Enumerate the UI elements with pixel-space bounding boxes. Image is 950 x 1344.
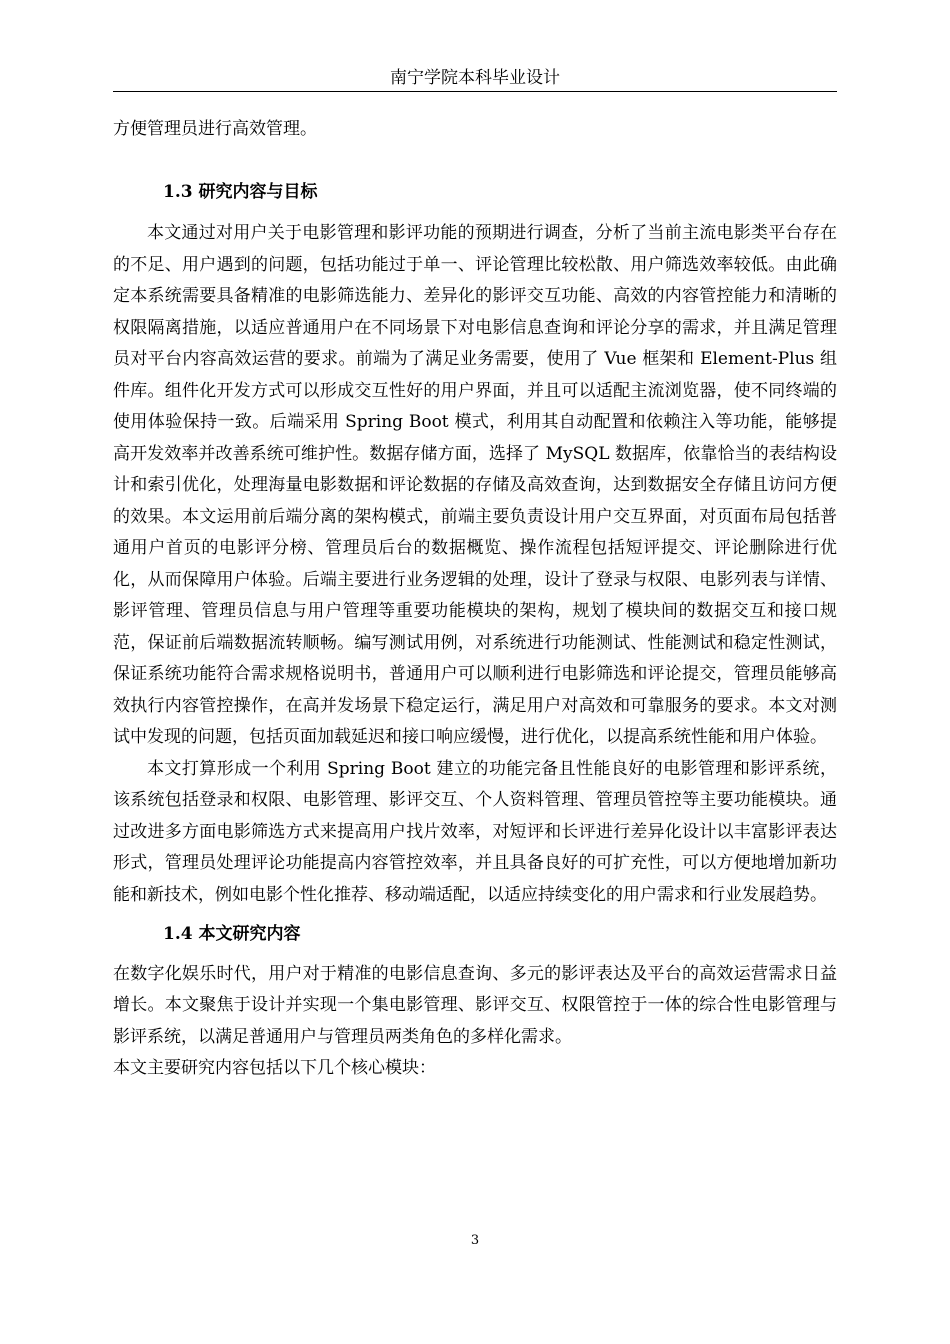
continued-paragraph: 方便管理员进行高效管理。 xyxy=(113,119,317,139)
page-number: 3 xyxy=(470,1233,480,1248)
section-heading-1-3: 1.3 研究内容与目标 xyxy=(163,181,318,202)
body-paragraph: 在数字化娱乐时代，用户对于精准的电影信息查询、多元的影评表达及平台的高效运营需求日益增长。本文聚焦于设计并实现一个集电影管理、影评交互、权限管控于一体的综合性电影管理与影评系统，以满足普通用户与管理员两类角色的多样化需求。 xyxy=(113,963,837,1047)
section-heading-1-4: 1.4 本文研究内容 xyxy=(163,924,301,944)
body-paragraph: 本文打算形成一个利用 Spring Boot 建立的功能完备且性能良好的电影管理和影评系统，该系统包括登录和权限、电影管理、影评交互、个人资料管理、管理员管控等主要功能模块。通过改进多方面电影筛选方式来提高用户找片效率，对短评和长评进行差异化设计以丰富影评表达形式，管理员处理评论功能提高内容管控效率，并且具备良好的可扩充性，可以方便地增加新功能和新技术，例如电影个性化推荐、移动端适配，以适应持续变化的用户需求和行业发展趋势。 xyxy=(113,758,837,905)
body-paragraph: 本文主要研究内容包括以下几个核心模块： xyxy=(113,1058,436,1078)
header-divider xyxy=(113,91,837,92)
running-header-title: 南宁学院本科毕业设计 xyxy=(390,68,560,88)
page-content xyxy=(113,114,837,1085)
body-paragraph: 本文通过对用户关于电影管理和影评功能的预期进行调查，分析了当前主流电影类平台存在的不足、用户遇到的问题，包括功能过于单一、评论管理比较松散、用户筛选效率较低。由此确定本系统需要具备精准的电影筛选能力、差异化的影评交互功能、高效的内容管控能力和清晰的权限隔离措施，以适应普通用户在不同场景下对电影信息查询和评论分享的需求，并且满足管理员对平台内容高效运营的要求。前端为了满足业务需要，使用了 Vue 框架和 Element-Plus 组件库。组件化开发方式可以形成交互性好的用户界面，并且可以适配主流浏览器，使不同终端的使用体验保持一致。后端采用 Spring Boot 模式，利用其自动配置和依赖注入等功能，能够提高开发效率并改善系统可维护性。数据存储方面，选择了 MySQL 数据库，依靠恰当的表结构设计和索引优化，处理海量电影数据和评论数据的存储及高效查询，达到数据安全存储且访问方便的效果。本文运用前后端分离的架构模式，前端主要负责设计用户交互界面，对页面布局包括普通用户首页的电影评分榜、管理员后台的数据概览、操作流程包括短评提交、评论删除进行优化，从而保障用户体验。后端主要进行业务逻辑的处理，设计了登录与权限、电影列表与详情、影评管理、管理员信息与用户管理等重要功能模块的架构，规划了模块间的数据交互和接口规范，保证前后端数据流转顺畅。编写测试用例，对系统进行功能测试、性能测试和稳定性测试，保证系统功能符合需求规格说明书，普通用户可以顺利进行电影筛选和评论提交，管理员能够高效执行内容管控操作，在高并发场景下稳定运行，满足用户对高效和可靠服务的要求。本文对测试中发现的问题，包括页面加载延迟和接口响应缓慢，进行优化，以提高系统性能和用户体验。 xyxy=(113,223,837,747)
